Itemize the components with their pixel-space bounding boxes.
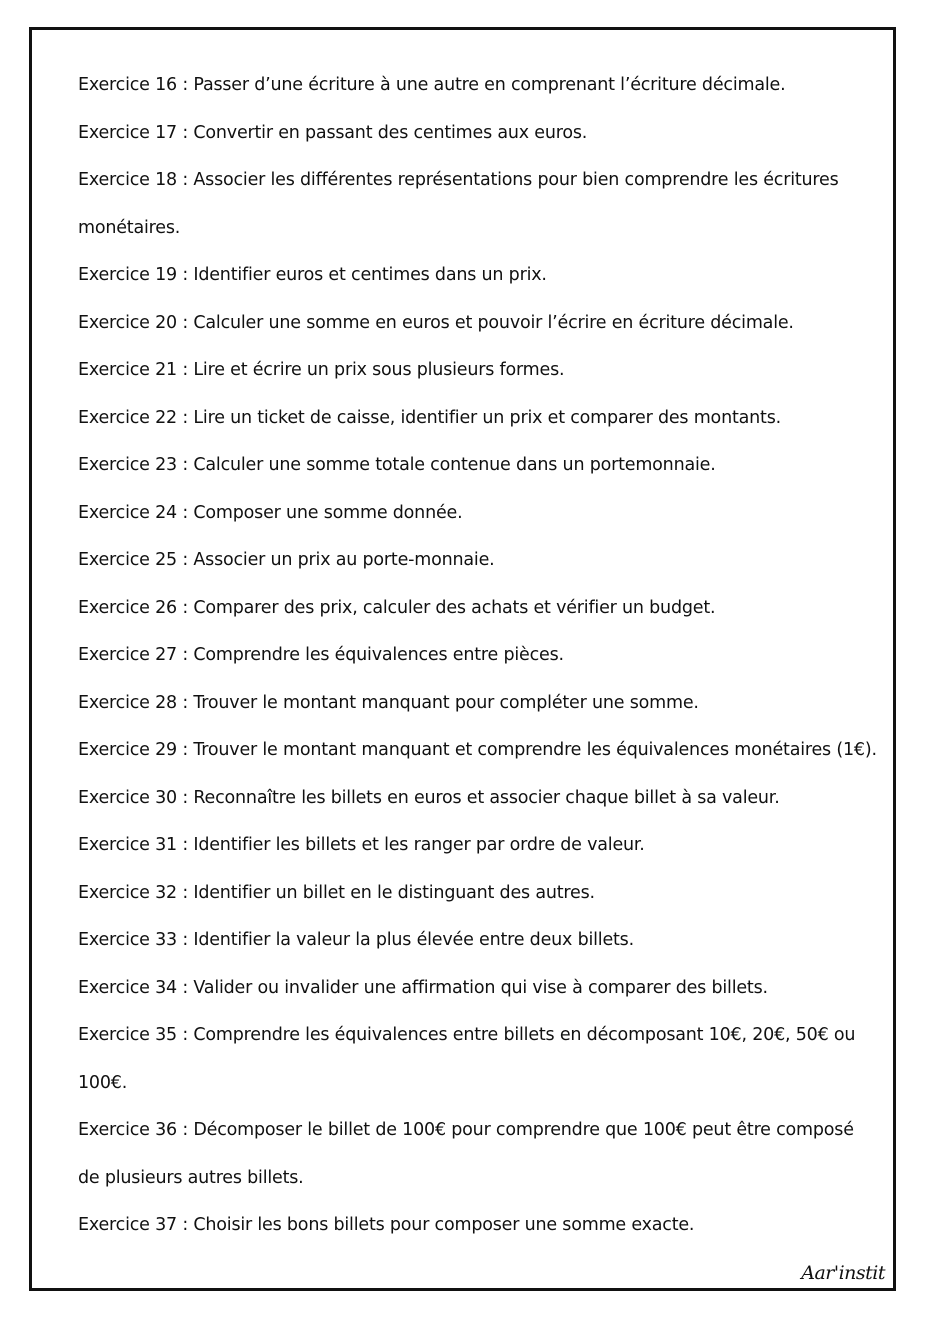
author-signature: Aar'instit xyxy=(801,1262,885,1284)
exercise-item-25: Exercice 25 : Associer un prix au porte-monnaie. xyxy=(78,550,495,570)
exercise-item-19: Exercice 19 : Identifier euros et centimes dans un prix. xyxy=(78,265,547,285)
exercise-item-18: Exercice 18 : Associer les différentes représentations pour bien comprendre les écritures monétaires. xyxy=(78,170,839,238)
exercise-item-34: Exercice 34 : Valider ou invalider une affirmation qui vise à comparer des billets. xyxy=(78,977,768,998)
exercise-item-20: Exercice 20 : Calculer une somme en euros et pouvoir l’écrire en écriture décimale. xyxy=(78,312,794,333)
exercise-item-28: Exercice 28 : Trouver le montant manquant pour compléter une somme. xyxy=(78,692,699,713)
page-frame xyxy=(29,27,896,1291)
exercise-item-21: Exercice 21 : Lire et écrire un prix sous plusieurs formes. xyxy=(78,360,565,380)
exercise-item-32: Exercice 32 : Identifier un billet en le distinguant des autres. xyxy=(78,882,595,903)
exercise-item-33: Exercice 33 : Identifier la valeur la plus élevée entre deux billets. xyxy=(78,930,634,950)
exercise-item-36: Exercice 36 : Décomposer le billet de 100€ pour comprendre que 100€ peut être composé de plusieurs autres billets. xyxy=(78,1120,854,1188)
exercise-item-31: Exercice 31 : Identifier les billets et les ranger par ordre de valeur. xyxy=(78,835,645,855)
exercise-item-17: Exercice 17 : Convertir en passant des centimes aux euros. xyxy=(78,122,588,143)
exercise-list xyxy=(78,62,878,1250)
exercise-item-16: Exercice 16 : Passer d’une écriture à une autre en comprenant l’écriture décimale. xyxy=(78,75,786,95)
exercise-item-30: Exercice 30 : Reconnaître les billets en euros et associer chaque billet à sa valeur. xyxy=(78,787,780,808)
exercise-item-24: Exercice 24 : Composer une somme donnée. xyxy=(78,502,463,523)
exercise-item-22: Exercice 22 : Lire un ticket de caisse, identifier un prix et comparer des montants. xyxy=(78,407,781,428)
exercise-item-37: Exercice 37 : Choisir les bons billets pour composer une somme exacte. xyxy=(78,1215,695,1235)
exercise-item-26: Exercice 26 : Comparer des prix, calculer des achats et vérifier un budget. xyxy=(78,597,716,618)
exercise-item-35: Exercice 35 : Comprendre les équivalences entre billets en décomposant 10€, 20€, 50€ ou 100€. xyxy=(78,1025,856,1093)
exercise-item-27: Exercice 27 : Comprendre les équivalences entre pièces. xyxy=(78,645,564,665)
exercise-item-23: Exercice 23 : Calculer une somme totale contenue dans un portemonnaie. xyxy=(78,455,716,475)
exercise-item-29: Exercice 29 : Trouver le montant manquant et comprendre les équivalences monétaires (1€). xyxy=(78,740,877,760)
